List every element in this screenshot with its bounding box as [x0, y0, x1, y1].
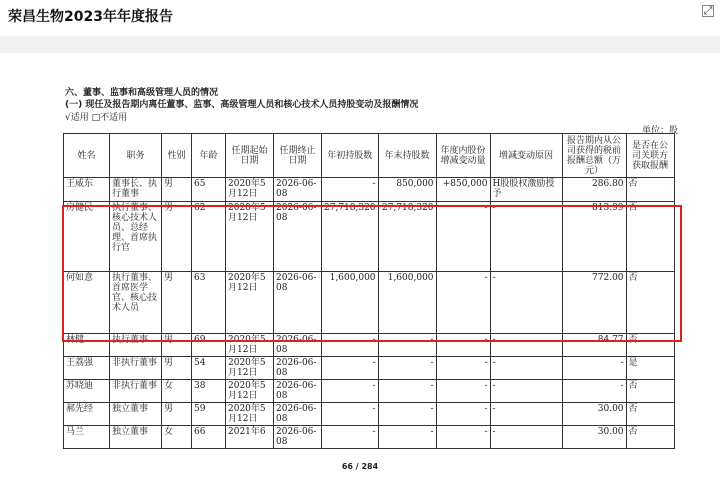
table-cell: - — [322, 334, 379, 357]
table-cell: 30.00 — [562, 403, 626, 426]
table-cell: 813.99 — [562, 202, 626, 272]
table-cell: 27,718,320 — [322, 202, 379, 272]
table-cell: - — [322, 357, 379, 380]
table-cell: - — [322, 178, 379, 202]
table-cell: - — [436, 403, 490, 426]
page-number: 66 / 284 — [341, 462, 379, 471]
table-cell: - — [490, 403, 562, 426]
table-cell: 65 — [192, 178, 226, 202]
table-cell: - — [490, 357, 562, 380]
header-cell: 年龄 — [192, 134, 226, 178]
table-cell: +850,000 — [436, 178, 490, 202]
table-cell: 38 — [192, 380, 226, 403]
table-cell: 王荔强 — [64, 357, 110, 380]
table-cell: 男 — [162, 272, 192, 334]
table-cell: 否 — [626, 380, 674, 403]
viewer-header — [0, 0, 720, 36]
table-cell: 69 — [192, 334, 226, 357]
table-cell: 独立董事 — [110, 426, 162, 449]
table-cell: 王威东 — [64, 178, 110, 202]
table-cell: - — [436, 334, 490, 357]
table-cell: 2026-06-08 — [274, 202, 322, 272]
table-cell: 54 — [192, 357, 226, 380]
table-cell: 男 — [162, 178, 192, 202]
section-title: 六、董事、监事和高级管理人员的情况 — [65, 88, 219, 98]
table-row — [64, 178, 675, 202]
table-cell: 非执行董事 — [110, 357, 162, 380]
table-cell: - — [436, 272, 490, 334]
table-cell: 772.00 — [562, 272, 626, 334]
table-cell: - — [378, 334, 436, 357]
table-cell: 男 — [162, 202, 192, 272]
table-cell: 63 — [192, 272, 226, 334]
header-cell: 职务 — [110, 134, 162, 178]
table-cell: - — [490, 272, 562, 334]
table-cell: 房健民 — [64, 202, 110, 272]
table-cell: - — [378, 426, 436, 449]
table-cell: - — [490, 334, 562, 357]
table-cell: 2026-06-08 — [274, 380, 322, 403]
table-cell: 30.00 — [562, 426, 626, 449]
table-cell: 2020年5月12日 — [226, 272, 274, 334]
unit-label: 单位：股 — [642, 126, 679, 136]
table-cell: 男 — [162, 357, 192, 380]
table-cell: 何如意 — [64, 272, 110, 334]
header-cell: 报告期内从公司获得的税前报酬总额（万元） — [562, 134, 626, 178]
table-cell: 2020年5月12日 — [226, 202, 274, 272]
table-cell: 否 — [626, 202, 674, 272]
table-cell: 286.80 — [562, 178, 626, 202]
table-cell: - — [378, 357, 436, 380]
table-cell: - — [322, 426, 379, 449]
header-cell: 年末持股数 — [378, 134, 436, 178]
applicable-note: √适用 □不适用 — [65, 113, 128, 123]
header-cell: 任期终止日期 — [274, 134, 322, 178]
table-cell: 林健 — [64, 334, 110, 357]
table-cell: - — [436, 380, 490, 403]
table-row — [64, 426, 675, 449]
table-cell: 马兰 — [64, 426, 110, 449]
table-row — [64, 357, 675, 380]
table-cell: 女 — [162, 380, 192, 403]
table-cell: 否 — [626, 334, 674, 357]
table-cell: - — [436, 357, 490, 380]
table-cell: 62 — [192, 202, 226, 272]
table-cell: 执行董事、核心技术人员、总经理、首席执行官 — [110, 202, 162, 272]
table-header-row — [64, 134, 675, 178]
table-cell: 1,600,000 — [378, 272, 436, 334]
table-cell: 2026-06-08 — [274, 272, 322, 334]
table-cell: - — [490, 426, 562, 449]
table-cell: 2020年5月12日 — [226, 380, 274, 403]
header-cell: 姓名 — [64, 134, 110, 178]
table-cell: 2026-06-08 — [274, 334, 322, 357]
table-cell: - — [436, 202, 490, 272]
table-cell: 2026-06-08 — [274, 178, 322, 202]
table-cell: 2020年5月12日 — [226, 357, 274, 380]
table-cell: 否 — [626, 178, 674, 202]
table-cell: 59 — [192, 403, 226, 426]
header-cell: 年度内股份增减变动量 — [436, 134, 490, 178]
document-title: 荣昌生物2023年年度报告 — [8, 9, 173, 25]
header-cell: 年初持股数 — [322, 134, 379, 178]
header-cell: 增减变动原因 — [490, 134, 562, 178]
table-cell: 执行董事 — [110, 334, 162, 357]
table-cell: 1,600,000 — [322, 272, 379, 334]
table-cell: - — [436, 426, 490, 449]
table-cell: 男 — [162, 334, 192, 357]
table-cell: 否 — [626, 426, 674, 449]
header-cell: 是否在公司关联方获取报酬 — [626, 134, 674, 178]
table-row — [64, 380, 675, 403]
table-cell: - — [490, 202, 562, 272]
table-cell: 2026-06-08 — [274, 357, 322, 380]
table-cell: 2020年5月12日 — [226, 334, 274, 357]
highlight-box — [62, 205, 682, 342]
table-cell: 27,718,320 — [378, 202, 436, 272]
table-cell: 84.77 — [562, 334, 626, 357]
table-row — [64, 403, 675, 426]
table-cell: 否 — [626, 403, 674, 426]
table-cell: - — [322, 403, 379, 426]
table-cell: 2020年5月12日 — [226, 178, 274, 202]
table-cell: - — [378, 380, 436, 403]
table-cell: - — [562, 380, 626, 403]
table-cell: 男 — [162, 403, 192, 426]
table-cell: - — [562, 357, 626, 380]
table-cell: - — [378, 403, 436, 426]
table-cell: 2026-06-08 — [274, 426, 322, 449]
table-cell: - — [322, 380, 379, 403]
table-cell: 否 — [626, 272, 674, 334]
table-cell: 董事长、执行董事 — [110, 178, 162, 202]
table-cell: 2021年6 — [226, 426, 274, 449]
table-cell: 独立董事 — [110, 403, 162, 426]
table-cell: 是 — [626, 357, 674, 380]
header-cell: 性别 — [162, 134, 192, 178]
table-cell: 2020年5月12日 — [226, 403, 274, 426]
table-cell: - — [490, 380, 562, 403]
table-cell: H股股权激励授予 — [490, 178, 562, 202]
expand-icon[interactable]: ⤢ — [703, 4, 713, 17]
table-cell: 郝先经 — [64, 403, 110, 426]
table-cell: 850,000 — [378, 178, 436, 202]
table-cell: 苏晓迪 — [64, 380, 110, 403]
table-cell: 66 — [192, 426, 226, 449]
header-cell: 任期起始日期 — [226, 134, 274, 178]
table-cell: 非执行董事 — [110, 380, 162, 403]
table-cell: 女 — [162, 426, 192, 449]
section-subtitle: (一) 现任及报告期内离任董事、监事、高级管理人员和核心技术人员持股变动及报酬情况 — [65, 100, 419, 110]
table-cell: 2026-06-08 — [274, 403, 322, 426]
table-cell: 执行董事、首席医学官、核心技术人员 — [110, 272, 162, 334]
